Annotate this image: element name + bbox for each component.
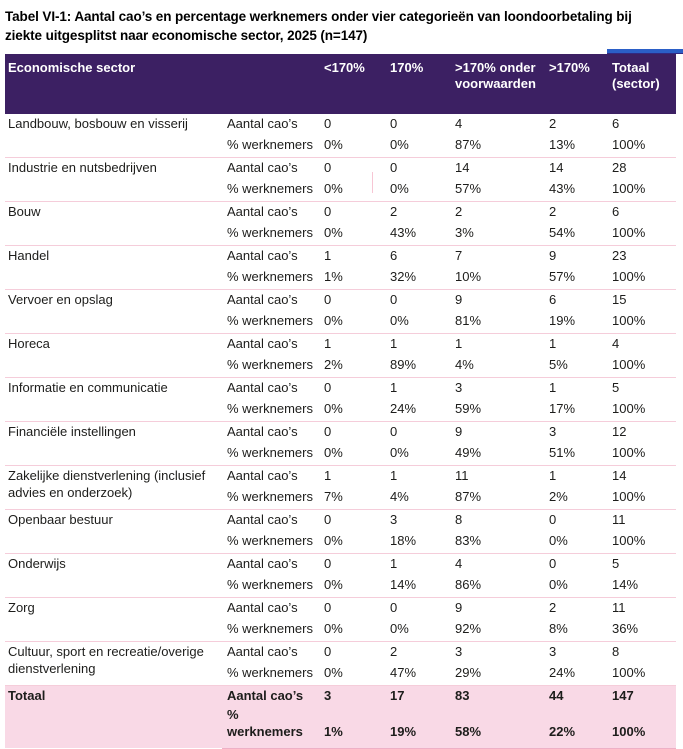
pct-value: 86% [455,576,482,592]
count-value: 0 [385,421,450,443]
pct-value: 17% [549,400,576,416]
count-value: 3 [385,509,450,531]
pct-value: 24% [549,664,576,680]
row-label-count: Aantal cao’s [222,553,319,575]
table-title: Tabel VI-1: Aantal cao’s en percentage werknemers onder vier categorieën van loondoorbetaling bij ziekte uitgesplitst naar economische sector, 2025 (n=147) [5,9,632,43]
count-value: 0 [544,509,607,531]
row-label-count: Aantal cao’s [222,333,319,355]
sector-name: Openbaar bestuur [5,509,222,553]
row-label-pct: % werknemers [227,356,313,372]
row-label-count: Aantal cao’s [222,377,319,399]
count-value: 2 [544,201,607,223]
row-label-count: Aantal cao’s [222,465,319,487]
count-value: 1 [319,465,385,487]
count-value: 1 [385,333,450,355]
row-label-pct: % werknemers [227,136,313,152]
pct-value: 43% [549,180,576,196]
table-row [5,114,676,135]
pct-value: 36% [612,620,639,636]
count-value: 0 [319,509,385,531]
table-row [5,465,676,487]
count-value: 0 [385,157,450,179]
count-value: 11 [450,465,544,487]
count-value: 0 [319,597,385,619]
table-row [5,641,676,663]
sector-name: Handel [5,245,222,289]
pct-value: 13% [549,136,576,152]
count-value: 1 [385,553,450,575]
count-value: 0 [324,115,332,131]
row-label-pct: % werknemers [227,180,313,196]
pct-value: 0% [324,664,343,680]
pct-value: 24% [390,400,417,416]
row-label-count: Aantal cao’s [227,115,298,131]
pct-value: 32% [390,268,417,284]
pct-value: 100% [612,488,646,504]
table-wrapper [5,49,677,749]
count-value: 0 [319,553,385,575]
table-row [5,245,676,267]
pct-value: 10% [455,268,482,284]
col-header-lt170: <170% [319,54,385,114]
pct-value: 1% [319,707,385,748]
table-row [5,201,676,223]
pct-value: 2% [549,488,568,504]
pct-value: 100% [607,707,676,748]
count-value: 2 [385,201,450,223]
count-value: 3 [319,685,385,707]
sector-name: Bouw [5,201,222,245]
count-value: 17 [385,685,450,707]
sector-name: Cultuur, sport en recreatie/overige dienstverlening [5,641,222,685]
pct-value: 100% [612,180,646,196]
count-value: 11 [607,509,676,531]
count-value: 0 [544,553,607,575]
row-label-pct: % werknemers [227,312,313,328]
count-value: 8 [450,509,544,531]
pct-value: 92% [455,620,482,636]
sector-name: Zakelijke dienstverlening (inclusief advies en onderzoek) [5,465,222,509]
count-value: 1 [319,333,385,355]
count-value: 14 [607,465,676,487]
pink-artifact-line [372,172,373,193]
pct-value: 0% [390,444,409,460]
pct-value: 0% [549,576,568,592]
count-value: 2 [385,641,450,663]
pct-value: 81% [455,312,482,328]
row-label-count: Aantal cao’s [222,289,319,311]
row-label-count: Aantal cao’s [222,509,319,531]
pct-value: 0% [324,532,343,548]
table-row [5,553,676,575]
row-label-pct: % werknemers [227,224,313,240]
count-value: 6 [607,201,676,223]
pct-value: 0% [390,620,409,636]
pct-value: 100% [612,664,646,680]
row-label-pct: % werknemers [227,268,313,284]
count-value: 83 [450,685,544,707]
count-value: 7 [450,245,544,267]
count-value: 0 [319,421,385,443]
count-value: 1 [385,465,450,487]
pct-value: 100% [612,444,646,460]
pct-value: 0% [390,136,409,152]
count-value: 14 [544,157,607,179]
pct-value: 0% [324,224,343,240]
sector-name: Totaal [5,685,222,748]
pct-value: 0% [324,444,343,460]
sector-name: Financiële instellingen [5,421,222,465]
pct-value: 59% [455,400,482,416]
row-label-pct: % werknemers [227,532,313,548]
pct-value: 0% [390,180,409,196]
pct-value: 2% [324,356,343,372]
table-header [5,54,676,114]
count-value: 1 [450,333,544,355]
count-value: 9 [450,421,544,443]
count-value: 2 [450,201,544,223]
row-label-pct: % werknemers [227,444,313,460]
row-label-pct: % werknemers [227,488,313,504]
pct-value: 3% [455,224,474,240]
count-value: 9 [450,289,544,311]
count-value: 9 [544,245,607,267]
table-row [5,685,676,707]
col-header-gt170-conditional: >170% onder voorwaarden [450,54,544,114]
pct-value: 0% [324,312,343,328]
pct-value: 1% [324,268,343,284]
count-value: 0 [319,641,385,663]
row-label-pct: % werknemers [227,664,313,680]
row-label-count: Aantal cao’s [222,641,319,663]
count-value: 1 [544,377,607,399]
pct-value: 100% [612,136,646,152]
count-value: 3 [450,641,544,663]
pct-value: 57% [455,180,482,196]
count-value: 9 [450,597,544,619]
count-value: 6 [544,289,607,311]
row-label-count: Aantal cao’s [222,685,319,707]
pct-value: 0% [324,576,343,592]
sector-name: Horeca [5,333,222,377]
count-value: 3 [544,641,607,663]
pct-value: 22% [544,707,607,748]
count-value: 4 [450,553,544,575]
table-row [5,289,676,311]
pct-value: 4% [455,356,474,372]
pct-value: 18% [390,532,417,548]
sector-name: Informatie en communicatie [5,377,222,421]
count-value: 1 [385,377,450,399]
pct-value: 49% [455,444,482,460]
pct-value: 57% [549,268,576,284]
pct-value: 47% [390,664,417,680]
count-value: 0 [390,115,398,131]
pct-value: 54% [549,224,576,240]
pct-value: 4% [390,488,409,504]
pct-value: 19% [385,707,450,748]
row-label-pct: % werknemers [227,620,313,636]
pct-value: 29% [455,664,482,680]
col-header-170: 170% [385,54,450,114]
pct-value: 83% [455,532,482,548]
col-header-total: Totaal (sector) [607,54,676,114]
header-row [5,54,676,114]
pct-value: 19% [549,312,576,328]
count-value: 1 [319,245,385,267]
table-row [5,333,676,355]
pct-value: 0% [324,180,343,196]
sector-name: Zorg [5,597,222,641]
pct-value: 7% [324,488,343,504]
pct-value: 0% [324,400,343,416]
sector-name: Vervoer en opslag [5,289,222,333]
pct-value: 100% [612,356,646,372]
count-value: 15 [607,289,676,311]
row-label-count: Aantal cao’s [222,597,319,619]
pct-value: 100% [612,312,646,328]
pct-value: 100% [612,268,646,284]
count-value: 3 [544,421,607,443]
table-row [5,421,676,443]
row-label-count: Aantal cao’s [222,245,319,267]
sector-name: Onderwijs [5,553,222,597]
cao-table [5,54,676,749]
pct-value: 0% [549,532,568,548]
count-value: 8 [607,641,676,663]
count-value: 6 [612,115,620,131]
count-value: 1 [544,465,607,487]
count-value: 2 [544,597,607,619]
pct-value: 87% [455,136,482,152]
count-value: 4 [607,333,676,355]
count-value: 23 [607,245,676,267]
pct-value: 0% [390,312,409,328]
row-label-count: Aantal cao’s [222,421,319,443]
col-header-gt170: >170% [544,54,607,114]
table-row [5,157,676,179]
table-row [5,509,676,531]
pct-value: 51% [549,444,576,460]
col-header-sector: Economische sector [5,54,319,114]
count-value: 0 [319,289,385,311]
sector-name: Industrie en nutsbedrijven [5,157,222,201]
row-label-pct: % werknemers [227,576,313,592]
count-value: 0 [385,289,450,311]
pct-value: 5% [549,356,568,372]
row-label-count: Aantal cao’s [222,201,319,223]
count-value: 5 [607,553,676,575]
row-label-pct: % werknemers [227,400,313,416]
table-row [5,597,676,619]
row-label-count: Aantal cao’s [222,157,319,179]
pct-value: 14% [612,576,639,592]
count-value: 0 [319,201,385,223]
count-value: 12 [607,421,676,443]
count-value: 1 [544,333,607,355]
pct-value: 0% [324,620,343,636]
pct-value: 89% [390,356,417,372]
count-value: 44 [544,685,607,707]
count-value: 0 [385,597,450,619]
sector-name: Landbouw, bosbouw en visserij [8,115,188,131]
pct-value: 14% [390,576,417,592]
count-value: 14 [450,157,544,179]
count-value: 5 [607,377,676,399]
pct-value: 8% [549,620,568,636]
table-body [5,114,676,748]
count-value: 147 [607,685,676,707]
blue-accent-strip [607,49,683,54]
pct-value: 100% [612,400,646,416]
pct-value: 100% [612,532,646,548]
pct-value: 87% [455,488,482,504]
pct-value: 58% [450,707,544,748]
row-label-pct: % werknemers [222,707,319,748]
table-row [5,377,676,399]
pct-value: 100% [612,224,646,240]
count-value: 11 [607,597,676,619]
count-value: 2 [549,115,557,131]
count-value: 0 [319,377,385,399]
count-value: 3 [450,377,544,399]
pct-value: 43% [390,224,417,240]
count-value: 4 [455,115,463,131]
count-value: 28 [607,157,676,179]
pct-value: 0% [324,136,343,152]
count-value: 6 [385,245,450,267]
count-value: 0 [319,157,385,179]
